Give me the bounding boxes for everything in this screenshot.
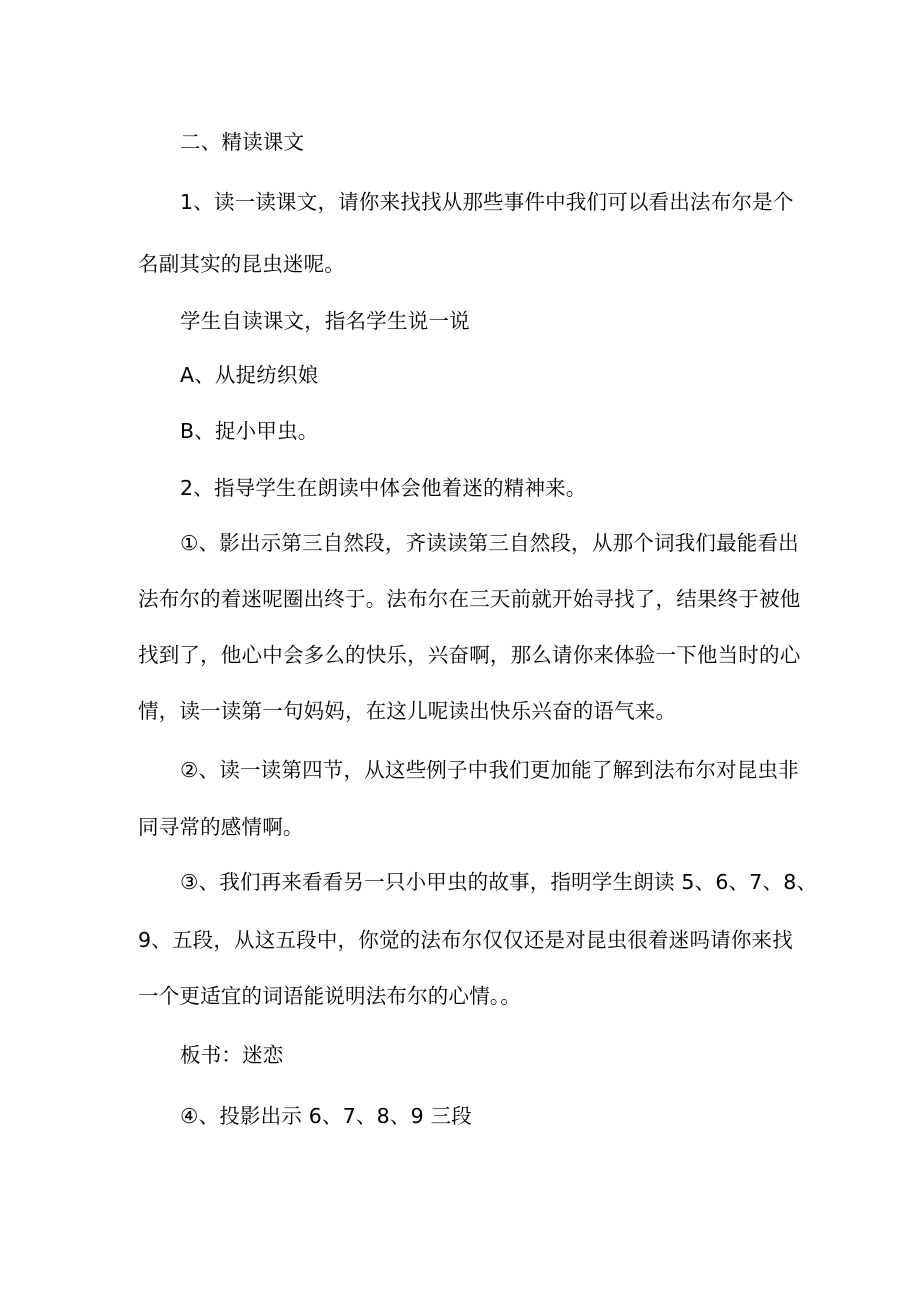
paragraph-line: 1、读一读课文，请你来找找从那些事件中我们可以看出法布尔是个 xyxy=(180,190,794,214)
paragraph-line: 名副其实的昆虫迷呢。 xyxy=(138,252,345,276)
paragraph-line: 找到了，他心中会多么的快乐，兴奋啊，那么请你来体验一下他当时的心 xyxy=(138,643,801,667)
paragraph-line: ④、投影出示 6、7、8、9 三段 xyxy=(180,1104,472,1128)
paragraph-line: 一个更适宜的词语能说明法布尔的心情。。 xyxy=(138,984,522,1008)
paragraph-line: 学生自读课文，指名学生说一说 xyxy=(180,309,470,333)
paragraph-line: 2、指导学生在朗读中体会他着迷的精神来。 xyxy=(180,476,587,500)
paragraph-line: 情，读一读第一句妈妈，在这儿呢读出快乐兴奋的语气来。 xyxy=(138,699,677,723)
board-note: 板书：迷恋 xyxy=(180,1043,284,1067)
paragraph-line: 9、五段，从这五段中，你觉的法布尔仅仅还是对昆虫很着迷吗请你来找 xyxy=(138,928,793,952)
paragraph-line: 法布尔的着迷呢圈出终于。法布尔在三天前就开始寻找了，结果终于被他 xyxy=(138,587,801,611)
paragraph-line: 同寻常的感情啊。 xyxy=(138,815,304,839)
paragraph-line: ①、影出示第三自然段，齐读读第三自然段，从那个词我们最能看出 xyxy=(180,531,799,555)
paragraph-line: ③、我们再来看看另一只小甲虫的故事，指明学生朗读 5、6、7、8、 xyxy=(180,870,818,894)
list-item: B、捉小甲虫。 xyxy=(180,419,319,443)
section-heading: 二、精读课文 xyxy=(180,130,305,154)
paragraph-line: ②、读一读第四节，从这些例子中我们更加能了解到法布尔对昆虫非 xyxy=(180,758,799,782)
list-item: A、从捉纺织娘 xyxy=(180,363,319,387)
